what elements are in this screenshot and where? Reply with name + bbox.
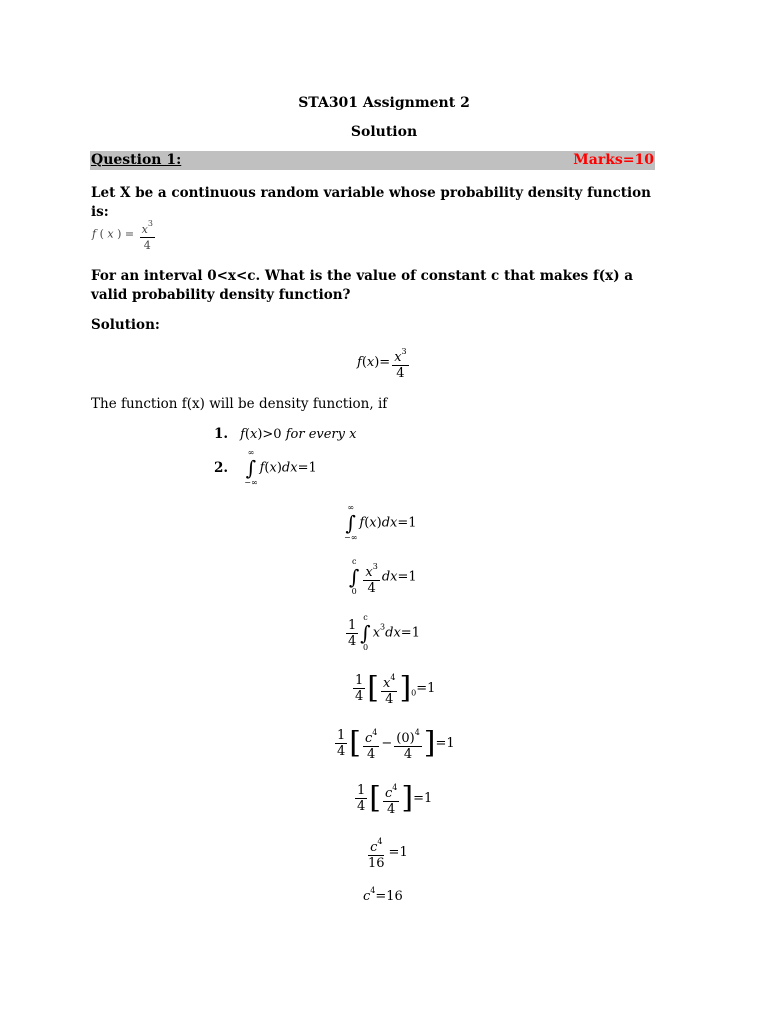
condition-1: 1. f(x)>0 for every x xyxy=(214,426,357,442)
step-evaluate: $\frac{1}{4}$ [ $\frac{c^4}{4}$ − $\frac{(0)^4}{4}$ ]=1 xyxy=(337,725,455,762)
step-c4-over-16: $\frac{c^4}{16}$ =1 xyxy=(364,834,408,871)
pdf-formula: f(x)= $\frac{x^3}{4}$ xyxy=(357,344,411,381)
page-subtitle: Solution xyxy=(350,124,418,140)
solution-label: Solution: xyxy=(91,317,160,333)
step-antiderivative: $\frac{1}{4}$ [ $\frac{x^4}{4}$ ]$_0=1$ xyxy=(355,670,436,707)
condition-2: 2. ∞ ∫ −∞ f(x)dx=1 xyxy=(214,448,317,487)
pdf-formula-small: f ( x ) = $\frac{x^3}{4}$ xyxy=(92,216,157,253)
page-title: STA301 Assignment 2 xyxy=(298,95,470,111)
marks-label: Marks=10 xyxy=(573,152,654,168)
condition-intro: The function f(x) will be density function, if xyxy=(91,396,388,412)
step-integral-bounds: c ∫ 0 $\frac{x^3}{4}$ dx=1 xyxy=(349,557,417,596)
condition-2-number: 2. xyxy=(214,459,229,476)
question-label: Question 1: xyxy=(91,152,182,168)
step-c4-equals-16: $c^4=16$ xyxy=(363,886,403,904)
question-prompt: Let X be a continuous random variable whose probability density function is: xyxy=(91,185,651,220)
condition-1-number: 1. xyxy=(214,426,229,442)
step-simplify: $\frac{1}{4}$ [ $\frac{c^4}{4}$ ]=1 xyxy=(357,780,433,817)
interval-question: For an interval 0<x<c. What is the value of constant c that makes f(x) a valid probability density function? xyxy=(91,268,634,303)
step-factor-out: $\frac{1}{4}$ c ∫ 0 $x^3dx=1$ xyxy=(348,613,420,652)
step-integral-full: ∞ ∫ −∞ f(x)dx=1 xyxy=(344,503,417,542)
